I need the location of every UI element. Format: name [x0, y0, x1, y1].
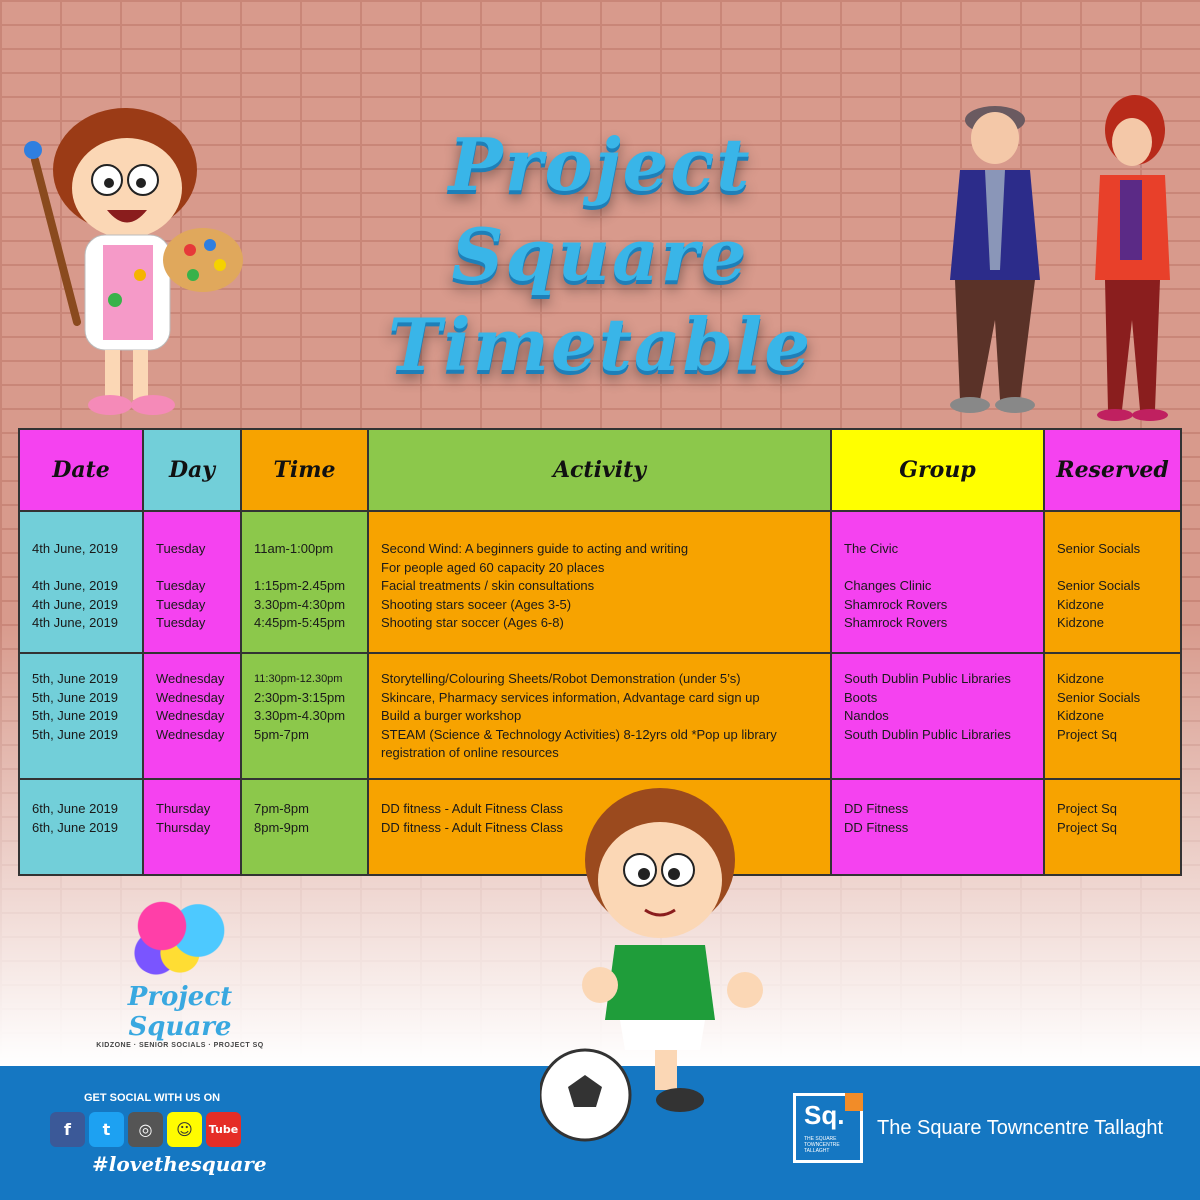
social-icons	[50, 1112, 241, 1147]
title-line-1: Project Square	[448, 122, 752, 297]
paint-splash-icon	[120, 890, 240, 980]
senior-couple-illustration	[900, 80, 1200, 440]
reserved-header: Reserved	[1045, 430, 1180, 512]
reserved-column	[1045, 430, 1180, 874]
logo-tagline: KIDZONE · SENIOR SOCIALS · PROJECT SQ	[96, 1042, 264, 1049]
day-column	[144, 430, 242, 874]
boy-football-illustration	[540, 770, 780, 1150]
activity-cells: Second Wind: A beginners guide to acting and writing For people aged 60 capacity 20 places Facial treatments / skin consultations Shooting stars soceer (Ages 3-5) Shooting star soccer (Ages 6-8) Storytelling/Colouring Sheets/Robot Demonstration (under 5’s) Skincare, Pharmacy services information, Advantage card sign up Build a burger workshop STEAM (Science & Technology Activities) 8-12yrs old *Pop up library registration of online resources DD fitness - Adult Fitness Class DD fitness - Adult Fitness Class	[369, 512, 830, 874]
time-header: Time	[242, 430, 367, 512]
time-cells: 11am-1:00pm 1:15pm-2.45pm 3.30pm-4:30pm 4:45pm-5:45pm 11:30pm-12.30pm 2:30pm-3:15pm 3.30pm-4.30pm 5pm-7pm 7pm-8pm 8pm-9pm	[242, 512, 367, 874]
date-header: Date	[20, 430, 142, 512]
instagram-icon[interactable]: ◎	[128, 1112, 163, 1147]
day-cells: Tuesday Tuesday Tuesday Tuesday Wednesday Wednesday Wednesday Wednesday Thursday Thursday	[144, 512, 240, 874]
social-label: GET SOCIAL WITH US ON	[84, 1092, 221, 1104]
group-cells: The Civic Changes Clinic Shamrock Rovers Shamrock Rovers South Dublin Public Libraries Boots Nandos South Dublin Public Libraries DD Fitness DD Fitness	[832, 512, 1043, 874]
youtube-icon[interactable]: Tube	[206, 1112, 241, 1147]
reserved-cells: Senior Socials Senior Socials Kidzone Kidzone Kidzone Senior Socials Kidzone Project Sq Project Sq Project Sq	[1045, 512, 1180, 874]
title-line-2: Timetable	[387, 302, 813, 387]
brand-logo	[793, 1093, 1163, 1163]
facebook-icon[interactable]: f	[50, 1112, 85, 1147]
group-column	[832, 430, 1045, 874]
twitter-icon[interactable]: t	[89, 1112, 124, 1147]
project-square-logo	[90, 890, 270, 1049]
group-header: Group	[832, 430, 1043, 512]
date-cells: 4th June, 2019 4th June, 2019 4th June, 2019 4th June, 2019 5th, June 2019 5th, June 2019 5th, June 2019 5th, June 2019 6th, June 2019 6th, June 2019	[20, 512, 142, 874]
snapchat-icon[interactable]: ☺	[167, 1112, 202, 1147]
time-column	[242, 430, 369, 874]
hashtag: #lovethesquare	[92, 1152, 267, 1176]
activity-header: Activity	[369, 430, 830, 512]
day-header: Day	[144, 430, 240, 512]
sq-logo-icon: Sq. THE SQUARE TOWNCENTRE TALLAGHT	[793, 1093, 863, 1163]
page-title	[290, 120, 910, 390]
brand-name: The Square Towncentre Tallaght	[877, 1116, 1164, 1139]
date-column	[20, 430, 144, 874]
girl-painter-illustration	[15, 100, 255, 430]
logo-title: Project Square	[127, 982, 233, 1042]
